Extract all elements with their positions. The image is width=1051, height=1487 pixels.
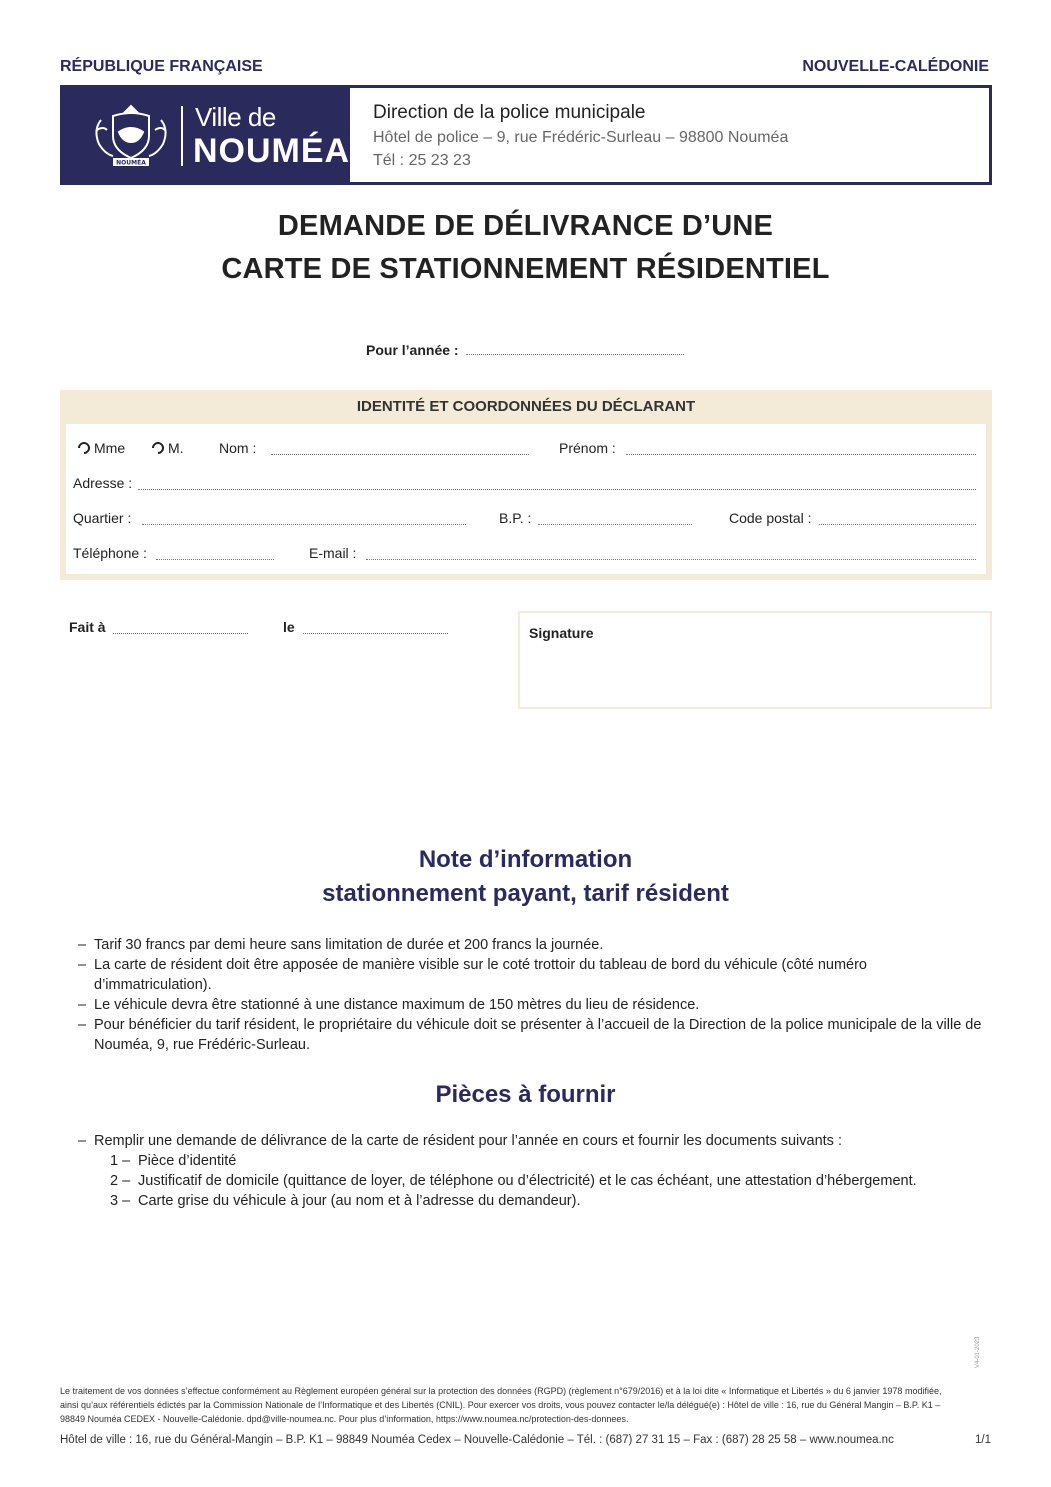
email-input[interactable] xyxy=(366,548,976,560)
list-item: – Le véhicule devra être stationné à une distance maximum de 150 mètres du lieu de résidence. xyxy=(78,995,988,1015)
nom-field xyxy=(219,440,256,456)
note-list xyxy=(78,935,988,1055)
adresse-field xyxy=(73,475,132,491)
code-postal-label: Code postal : xyxy=(729,510,812,526)
radio-mme-label: Mme xyxy=(94,440,126,456)
pieces-list xyxy=(78,1131,988,1211)
rgpd-line: 98849 Nouméa CEDEX - Nouvelle-Calédonie. dpd@ville-noumea.nc. Pour plus d’information, https://www.noumea.nc/protection-des-donnees. xyxy=(60,1414,629,1424)
date-input[interactable] xyxy=(303,622,448,634)
rgpd-line: Le traitement de vos données s’effectue conformément au Règlement européen général sur la protection des données (RGPD) (règlement n°679/2016) et à la loi dite « Informatique et Libertés » du 6 janvier 1978 modifiée, xyxy=(60,1386,942,1396)
list-item xyxy=(78,1171,988,1191)
nom-input[interactable] xyxy=(271,443,529,455)
bp-field xyxy=(499,510,531,526)
fait-a-label: Fait à xyxy=(69,619,106,635)
page-title-line1: DEMANDE DE DÉLIVRANCE D’UNE xyxy=(277,210,774,242)
rgpd-line: ainsi qu’aux référentiels édictés par la Commission Nationale de l’Informatique et des Libertés (CNIL). Pour exercer vos droits, vous pouvez contacter le/la délégué(e) : Hôtel de ville : 16, rue du Général Mangin – B.P. K1 – xyxy=(60,1400,941,1410)
item-number: 3 – xyxy=(110,1193,131,1209)
adresse-label: Adresse : xyxy=(73,475,133,491)
item-text: Justificatif de domicile (quittance de loyer, de téléphone ou d’électricité) et le cas échéant, une attestation d’hébergement. xyxy=(138,1173,917,1189)
telephone-field xyxy=(73,545,147,561)
year-label: Pour l’année : xyxy=(366,342,459,358)
telephone-label: Téléphone : xyxy=(73,545,147,561)
logo-ville-de: Ville de xyxy=(195,102,276,132)
list-item xyxy=(78,1191,988,1211)
signature-label: Signature xyxy=(529,625,594,641)
identity-heading: IDENTITÉ ET COORDONNÉES DU DÉCLARANT xyxy=(356,398,696,415)
crest-label: NOUMÉA xyxy=(116,159,146,167)
crest-icon xyxy=(91,102,171,168)
telephone-input[interactable] xyxy=(156,548,274,560)
signature-box[interactable] xyxy=(518,611,992,709)
date-label: le xyxy=(283,619,295,635)
prenom-label: Prénom : xyxy=(559,440,616,456)
rgpd-notice xyxy=(60,1384,995,1426)
radio-mme[interactable] xyxy=(78,440,125,456)
identity-fields xyxy=(66,424,986,574)
footer-address: Hôtel de ville : 16, rue du Général-Mangin – B.P. K1 – 98849 Nouméa Cedex – Nouvelle-Calédonie – Tél. : (687) 27 31 15 – Fax : (687) 28 25 58 – www.noumea.nc xyxy=(60,1434,894,1446)
prenom-input[interactable] xyxy=(626,443,976,455)
radio-circle-icon xyxy=(76,440,93,457)
pieces-intro: – Remplir une demande de délivrance de la carte de résident pour l’année en cours et fournir les documents suivants : xyxy=(78,1131,988,1151)
code-postal-field xyxy=(729,510,812,526)
list-item xyxy=(78,1151,988,1171)
page-number: 1/1 xyxy=(975,1434,991,1446)
logo-noumea: NOUMÉA xyxy=(193,132,351,170)
region-label: NOUVELLE-CALÉDONIE xyxy=(802,58,989,75)
radio-m[interactable] xyxy=(152,440,184,456)
item-number: 1 – xyxy=(110,1153,131,1169)
item-text: Pièce d’identité xyxy=(138,1153,237,1169)
page-title-line2: CARTE DE STATIONNEMENT RÉSIDENTIEL xyxy=(221,253,830,285)
quartier-input[interactable] xyxy=(142,513,466,525)
logo-divider xyxy=(181,106,183,166)
fait-a-input[interactable] xyxy=(113,622,248,634)
prenom-field xyxy=(559,440,616,456)
year-input[interactable] xyxy=(466,343,684,355)
item-number: 2 – xyxy=(110,1173,131,1189)
note-title-line1: Note d’information xyxy=(418,846,633,873)
item-text: Carte grise du véhicule à jour (au nom et à l’adresse du demandeur). xyxy=(138,1193,581,1209)
republique-label: RÉPUBLIQUE FRANÇAISE xyxy=(60,58,263,75)
list-item: – Pour bénéficier du tarif résident, le propriétaire du véhicule doit se présenter à l’accueil de la Direction de la police municipale de la ville de Nouméa, 9, rue Frédéric-Surleau. xyxy=(78,1015,988,1055)
direction-title: Direction de la police municipale xyxy=(373,102,646,123)
bp-label: B.P. : xyxy=(499,510,532,526)
nom-label: Nom : xyxy=(219,440,257,456)
pieces-title: Pièces à fournir xyxy=(435,1081,616,1108)
identity-section xyxy=(60,390,992,580)
direction-address: Hôtel de police – 9, rue Frédéric-Surleau – 98800 Nouméa xyxy=(373,129,789,146)
direction-phone: Tél : 25 23 23 xyxy=(373,152,471,169)
version-tag: V4-01-2023 xyxy=(975,1336,981,1368)
logo xyxy=(63,88,350,182)
list-item: – Tarif 30 francs par demi heure sans limitation de durée et 200 francs la journée. xyxy=(78,935,988,955)
email-label: E-mail : xyxy=(309,545,357,561)
email-field xyxy=(309,545,356,561)
year-field xyxy=(366,342,684,358)
note-title-line2: stationnement payant, tarif résident xyxy=(322,880,729,907)
radio-m-label: M. xyxy=(168,440,184,456)
radio-circle-icon xyxy=(150,440,167,457)
adresse-input[interactable] xyxy=(138,478,976,490)
quartier-field xyxy=(73,510,131,526)
bp-input[interactable] xyxy=(538,513,692,525)
header-block xyxy=(60,85,992,185)
quartier-label: Quartier : xyxy=(73,510,132,526)
code-postal-input[interactable] xyxy=(819,513,976,525)
list-item: – La carte de résident doit être apposée de manière visible sur le coté trottoir du tableau de bord du véhicule (côté numéro d’immatriculation). xyxy=(78,955,988,995)
